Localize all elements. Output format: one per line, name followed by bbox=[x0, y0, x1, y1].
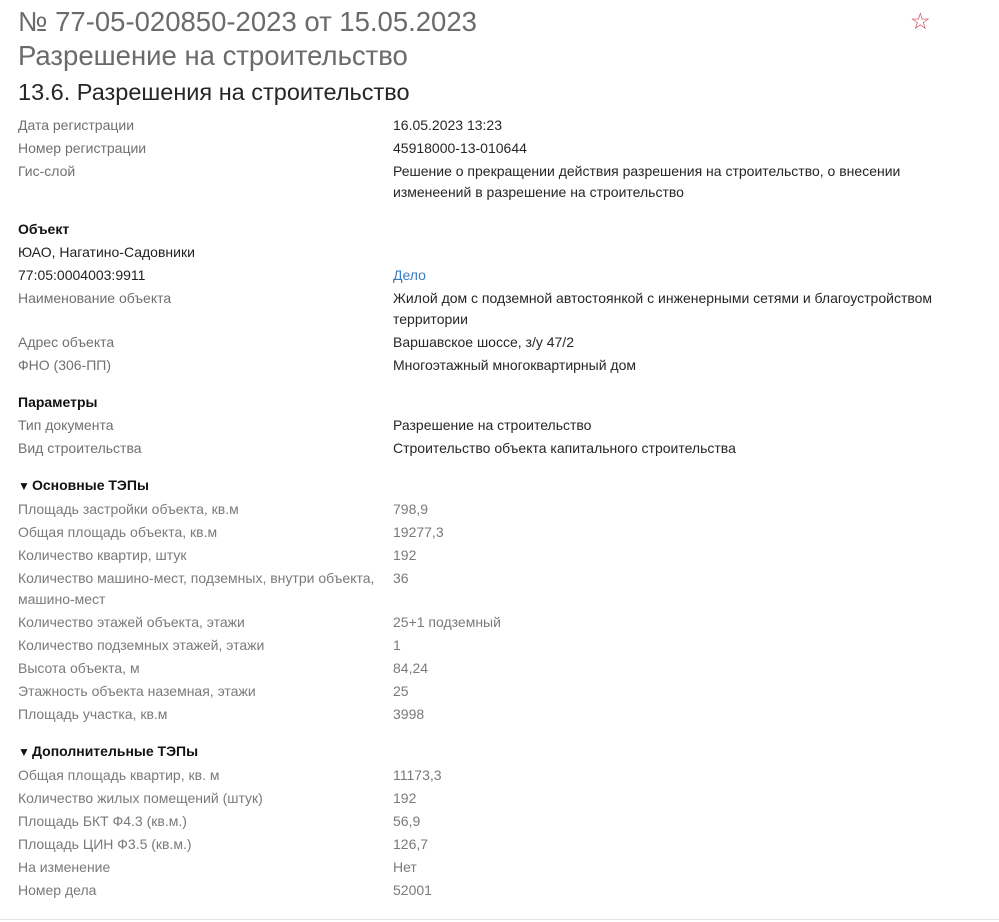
favorite-star-icon[interactable]: ☆ bbox=[910, 8, 931, 34]
field-label: ФНО (306-ПП) bbox=[18, 357, 112, 373]
field-value: 16.05.2023 13:23 bbox=[393, 117, 502, 133]
tep-row bbox=[18, 634, 963, 657]
field-value: Разрешение на строительство bbox=[393, 417, 592, 433]
field-label: Количество квартир, штук bbox=[18, 547, 187, 563]
field-row-district bbox=[18, 241, 963, 264]
registration-section bbox=[18, 114, 963, 204]
tep-row bbox=[18, 498, 963, 521]
tep-row bbox=[18, 657, 963, 680]
tep-row bbox=[18, 787, 963, 810]
collapse-triangle-icon: ▼ bbox=[18, 745, 30, 759]
field-value: 192 bbox=[393, 547, 417, 563]
field-row-fno bbox=[18, 354, 963, 377]
field-label: Номер регистрации bbox=[18, 140, 147, 156]
section-title-extra-tep: Дополнительные ТЭПы bbox=[32, 743, 199, 759]
field-value: 192 bbox=[393, 790, 417, 806]
field-row-registration-date bbox=[18, 114, 963, 137]
field-label: Номер дела bbox=[18, 882, 97, 898]
field-value: Решение о прекращении действия разрешения на строительство, о внесении изменеений в разрешение на строительство bbox=[393, 163, 901, 200]
tep-row bbox=[18, 567, 963, 611]
main-tep-section bbox=[18, 474, 963, 726]
field-value: Варшавское шоссе, з/у 47/2 bbox=[393, 334, 574, 350]
field-value: 1 bbox=[393, 637, 401, 653]
field-value: 25+1 подземный bbox=[393, 614, 501, 630]
field-label: Гис-слой bbox=[18, 163, 76, 179]
tep-row bbox=[18, 703, 963, 726]
tep-row bbox=[18, 611, 963, 634]
field-label: На изменение bbox=[18, 859, 111, 875]
field-label: Этажность объекта наземная, этажи bbox=[18, 683, 256, 699]
field-label: Площадь застройки объекта, кв.м bbox=[18, 501, 239, 517]
field-value: 36 bbox=[393, 570, 409, 586]
field-value: Строительство объекта капитального строительства bbox=[393, 440, 736, 456]
field-row-object-name bbox=[18, 287, 963, 331]
object-section bbox=[18, 218, 963, 377]
field-label: Наименование объекта bbox=[18, 290, 172, 306]
field-label: Количество подземных этажей, этажи bbox=[18, 637, 265, 653]
field-label: Общая площадь квартир, кв. м bbox=[18, 767, 220, 783]
field-label: Дата регистрации bbox=[18, 117, 135, 133]
field-value: 798,9 bbox=[393, 501, 429, 517]
tep-row bbox=[18, 680, 963, 703]
field-row-cadastral bbox=[18, 264, 963, 287]
collapse-triangle-icon: ▼ bbox=[18, 479, 30, 493]
field-label: Площадь участка, кв.м bbox=[18, 706, 168, 722]
tep-row bbox=[18, 833, 963, 856]
section-title-object: Объект bbox=[18, 221, 70, 237]
field-value: 56,9 bbox=[393, 813, 421, 829]
document-type-title: Разрешение на строительство bbox=[18, 40, 408, 71]
field-value: Жилой дом с подземной автостоянкой с инженерными сетями и благоустройством территории bbox=[393, 290, 933, 327]
field-label: Количество жилых помещений (штук) bbox=[18, 790, 263, 806]
extra-tep-toggle[interactable] bbox=[18, 740, 963, 764]
tep-row bbox=[18, 521, 963, 544]
tep-row bbox=[18, 810, 963, 833]
field-value: 19277,3 bbox=[393, 524, 444, 540]
field-value: 52001 bbox=[393, 882, 432, 898]
field-value: 11173,3 bbox=[393, 767, 442, 783]
tep-row bbox=[18, 764, 963, 787]
field-label: Количество машино-мест, подземных, внутри объекта, машино-мест bbox=[18, 570, 375, 607]
object-district: ЮАО, Нагатино-Садовники bbox=[18, 244, 195, 260]
field-value: 126,7 bbox=[393, 836, 429, 852]
field-value: Нет bbox=[393, 859, 417, 875]
tep-row bbox=[18, 879, 963, 902]
object-cadastral-number: 77:05:0004003:9911 bbox=[18, 267, 146, 283]
field-row-object-address bbox=[18, 331, 963, 354]
tep-row bbox=[18, 544, 963, 567]
field-value: 3998 bbox=[393, 706, 425, 722]
section-title-params: Параметры bbox=[18, 394, 98, 410]
tep-row bbox=[18, 856, 963, 879]
main-tep-toggle[interactable] bbox=[18, 474, 963, 498]
field-row-gis-layer bbox=[18, 160, 963, 204]
field-label: Площадь БКТ Ф4.3 (кв.м.) bbox=[18, 813, 187, 829]
field-row-construction-kind bbox=[18, 437, 963, 460]
section-title-main-tep: Основные ТЭПы bbox=[32, 477, 149, 493]
field-label: Площадь ЦИН Ф3.5 (кв.м.) bbox=[18, 836, 192, 852]
field-label: Тип документа bbox=[18, 417, 114, 433]
field-value: 45918000-13-010644 bbox=[393, 140, 527, 156]
field-value: 25 bbox=[393, 683, 409, 699]
document-number-title: № 77-05-020850-2023 от 15.05.2023 bbox=[18, 6, 477, 37]
field-value: 84,24 bbox=[393, 660, 429, 676]
field-label: Высота объекта, м bbox=[18, 660, 140, 676]
field-label: Вид строительства bbox=[18, 440, 142, 456]
field-label: Адрес объекта bbox=[18, 334, 115, 350]
field-row-registration-number bbox=[18, 137, 963, 160]
extra-tep-section bbox=[18, 740, 963, 902]
field-label: Общая площадь объекта, кв.м bbox=[18, 524, 218, 540]
params-section bbox=[18, 391, 963, 460]
document-category: 13.6. Разрешения на строительство bbox=[18, 79, 410, 105]
field-value: Многоэтажный многоквартирный дом bbox=[393, 357, 637, 373]
case-link[interactable]: Дело bbox=[393, 267, 426, 283]
document-card bbox=[18, 0, 963, 902]
divider bbox=[0, 919, 999, 920]
field-row-doc-type bbox=[18, 414, 963, 437]
field-label: Количество этажей объекта, этажи bbox=[18, 614, 245, 630]
